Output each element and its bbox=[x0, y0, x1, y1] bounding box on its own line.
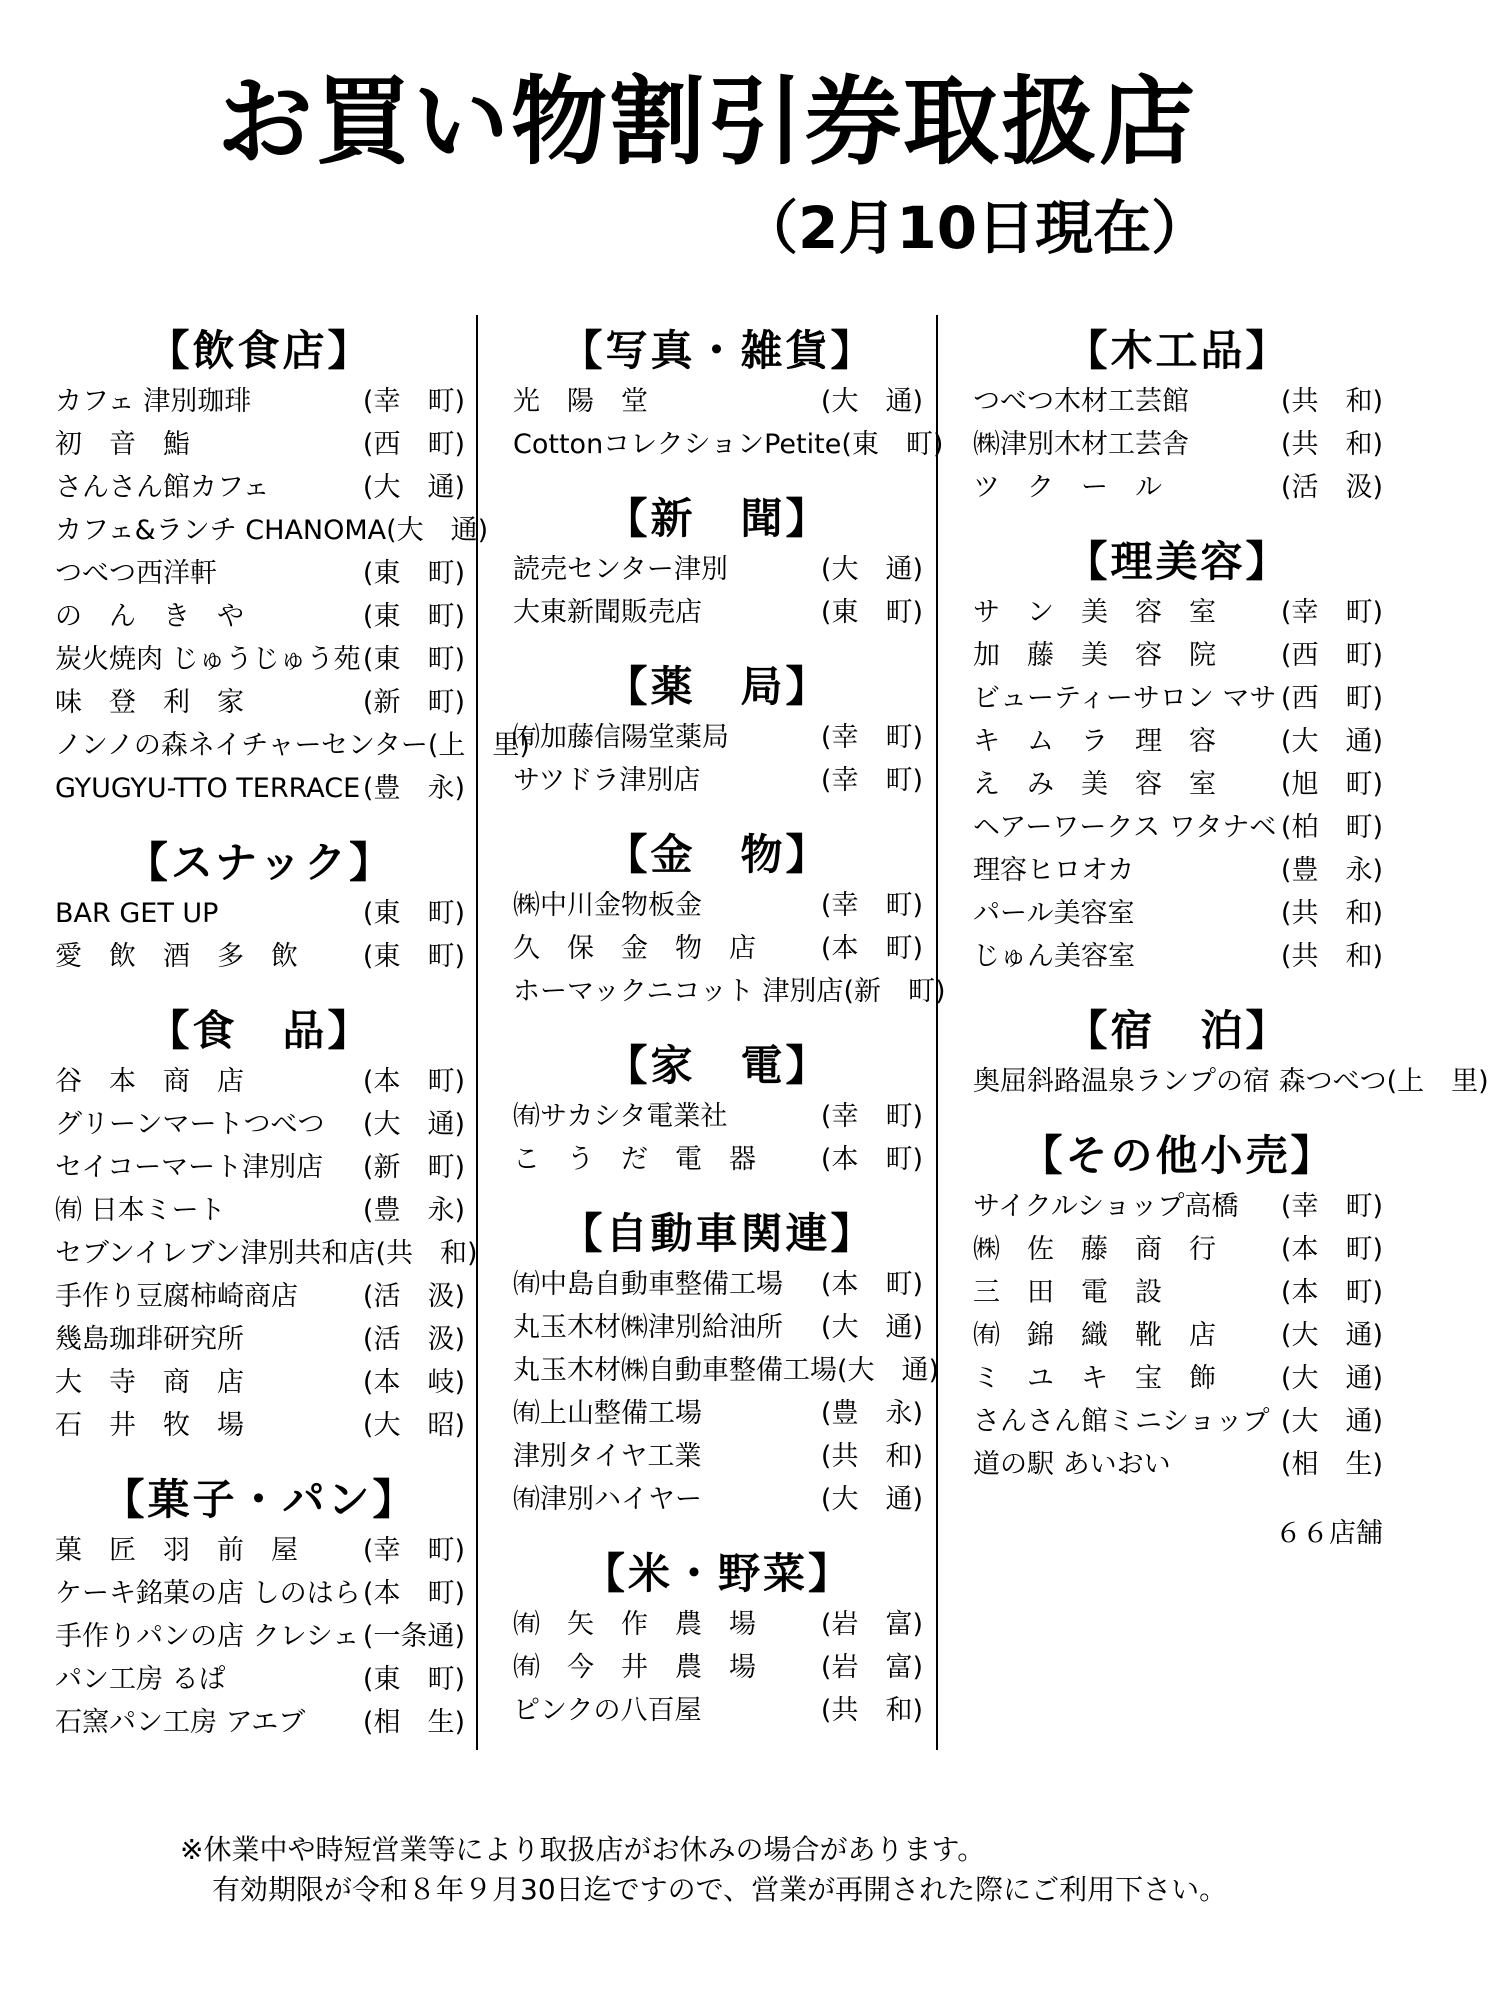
shop-row bbox=[513, 970, 946, 1013]
shop-area: (本 町) bbox=[362, 1066, 465, 1097]
shop-area: (東 町) bbox=[362, 1664, 465, 1695]
shop-row bbox=[55, 1103, 465, 1146]
shop-row bbox=[55, 423, 465, 466]
shop-name: 道の駅 あいおい bbox=[973, 1449, 1171, 1480]
shop-row bbox=[513, 716, 923, 759]
shop-name: パン工房 るぱ bbox=[55, 1664, 226, 1695]
shop-name: 久 保 金 物 店 bbox=[513, 933, 756, 964]
shop-name: こ う だ 電 器 bbox=[513, 1144, 756, 1175]
category-section bbox=[513, 826, 946, 1013]
shop-name: 谷 本 商 店 bbox=[55, 1066, 244, 1097]
category-title: 【薬 局】 bbox=[605, 662, 831, 711]
shop-row bbox=[973, 1443, 1383, 1486]
category-section bbox=[973, 1002, 1489, 1103]
category-title: 【家 電】 bbox=[605, 1041, 831, 1090]
shop-area: (上 里) bbox=[427, 730, 530, 761]
shop-row bbox=[55, 1529, 465, 1572]
shop-area: (大 通) bbox=[1280, 1320, 1383, 1351]
shop-name: サ ン 美 容 室 bbox=[973, 597, 1216, 628]
shop-row bbox=[55, 1658, 465, 1701]
shop-area: (岩 富) bbox=[820, 1652, 923, 1683]
shop-name: 津別タイヤ工業 bbox=[513, 1441, 702, 1472]
shop-row bbox=[513, 548, 923, 591]
category-title: 【新 聞】 bbox=[605, 494, 831, 543]
shop-name: ヘアーワークス ワタナベ bbox=[973, 812, 1277, 843]
shop-row bbox=[973, 1314, 1383, 1357]
category-section bbox=[55, 1002, 478, 1447]
shop-name: 大 寺 商 店 bbox=[55, 1367, 244, 1398]
category-title: 【写真・雑貨】 bbox=[560, 326, 876, 375]
shop-row bbox=[55, 1361, 465, 1404]
shop-row bbox=[973, 1060, 1489, 1103]
category-section bbox=[973, 322, 1383, 509]
category-section bbox=[55, 1471, 465, 1744]
shop-row bbox=[513, 1603, 923, 1646]
shop-row bbox=[513, 423, 944, 466]
shop-row bbox=[513, 1095, 923, 1138]
shop-name: 手作り豆腐柿崎商店 bbox=[55, 1281, 298, 1312]
shop-area: (本 町) bbox=[1280, 1234, 1383, 1265]
shop-area: (活 汲) bbox=[362, 1281, 465, 1312]
page-subtitle: （2月10日現在） bbox=[740, 194, 1210, 262]
shop-name: ピンクの八百屋 bbox=[513, 1695, 702, 1726]
shop-area: (東 町) bbox=[362, 601, 465, 632]
shop-area: (共 和) bbox=[1280, 898, 1383, 929]
shop-row bbox=[513, 1138, 923, 1181]
shop-row bbox=[513, 1349, 940, 1392]
shop-name: ㈱ 佐 藤 商 行 bbox=[973, 1234, 1216, 1265]
shop-row bbox=[513, 1435, 923, 1478]
shop-row bbox=[513, 1689, 923, 1732]
shop-row bbox=[55, 638, 465, 681]
shop-area: (大 通) bbox=[1280, 1363, 1383, 1394]
shop-name: サツドラ津別店 bbox=[513, 765, 701, 796]
shop-row bbox=[973, 677, 1383, 720]
shop-name: パール美容室 bbox=[973, 898, 1135, 929]
shop-area: (大 通) bbox=[820, 554, 923, 585]
shop-row bbox=[55, 1060, 465, 1103]
shop-name: 三 田 電 設 bbox=[973, 1277, 1162, 1308]
shop-area: (本 町) bbox=[820, 1269, 923, 1300]
shop-area: (大 通) bbox=[1280, 726, 1383, 757]
shop-area: (豊 永) bbox=[362, 1195, 465, 1226]
shop-row bbox=[55, 1404, 465, 1447]
shop-name: 大東新聞販売店 bbox=[513, 597, 702, 628]
shop-row bbox=[55, 380, 465, 423]
shop-area: (岩 富) bbox=[820, 1609, 923, 1640]
shop-row bbox=[973, 1271, 1383, 1314]
shop-name: え み 美 容 室 bbox=[973, 769, 1216, 800]
shop-area: (本 町) bbox=[820, 933, 923, 964]
shop-area: (本 町) bbox=[1280, 1277, 1383, 1308]
category-title: 【金 物】 bbox=[605, 830, 831, 879]
shop-name: ホーマックニコット 津別店 bbox=[513, 976, 844, 1007]
shop-name: カフェ&ランチ CHANOMA bbox=[55, 515, 387, 546]
category-title: 【宿 泊】 bbox=[1065, 1006, 1291, 1055]
shop-area: (豊 永) bbox=[1280, 855, 1383, 886]
notice-line-2: 有効期限が令和８年９月30日迄ですので、営業が再開された際にご利用下さい。 bbox=[212, 1873, 1228, 1906]
shop-name: 愛 飲 酒 多 飲 bbox=[55, 941, 298, 972]
shop-row bbox=[55, 935, 465, 978]
category-section bbox=[973, 533, 1383, 978]
shop-row bbox=[55, 724, 530, 767]
shop-area: (東 町) bbox=[820, 597, 923, 628]
shop-area: (東 町) bbox=[362, 558, 465, 589]
shop-name: ㈲上山整備工場 bbox=[513, 1398, 702, 1429]
shop-row bbox=[55, 1232, 478, 1275]
shop-row bbox=[513, 380, 923, 423]
shop-name: ツ ク ー ル bbox=[973, 472, 1162, 503]
category-section bbox=[973, 1127, 1383, 1486]
shop-name: ケーキ銘菓の店 しのはら bbox=[55, 1578, 361, 1609]
shop-row bbox=[973, 806, 1383, 849]
shop-row bbox=[973, 380, 1383, 423]
shop-row bbox=[513, 884, 923, 927]
shop-name: さんさん館カフェ bbox=[55, 472, 270, 503]
shop-name: ミ ユ キ 宝 飾 bbox=[973, 1363, 1216, 1394]
shop-area: (大 通) bbox=[820, 1312, 923, 1343]
shop-name: ㈲加藤信陽堂薬局 bbox=[513, 722, 729, 753]
shop-name: ㈲津別ハイヤー bbox=[513, 1484, 702, 1515]
shop-area: (共 和) bbox=[1280, 386, 1383, 417]
shop-area: (共 和) bbox=[1280, 941, 1383, 972]
shop-area: (幸 町) bbox=[1280, 597, 1383, 628]
shop-name: GYUGYU-TTO TERRACE bbox=[55, 773, 361, 804]
shop-area: (大 通) bbox=[820, 1484, 923, 1515]
shop-row bbox=[513, 1263, 923, 1306]
shop-area: (共 和) bbox=[820, 1441, 923, 1472]
shop-name: 味 登 利 家 bbox=[55, 687, 244, 718]
shop-name: サイクルショップ高橋 bbox=[973, 1191, 1239, 1222]
shop-row bbox=[55, 1572, 465, 1615]
shop-row bbox=[973, 1400, 1383, 1443]
shop-area: (大 通) bbox=[1280, 1406, 1383, 1437]
shop-name: 炭火焼肉 じゅうじゅう苑 bbox=[55, 644, 361, 675]
category-section bbox=[513, 490, 923, 634]
shop-name: じゅん美容室 bbox=[973, 941, 1135, 972]
category-title: 【菓子・パン】 bbox=[102, 1475, 418, 1524]
shop-area: (大 通) bbox=[837, 1355, 940, 1386]
category-section bbox=[513, 1205, 940, 1521]
shop-row bbox=[973, 849, 1383, 892]
shop-area: (共 和) bbox=[820, 1695, 923, 1726]
shop-row bbox=[55, 509, 489, 552]
shop-name: 奥屈斜路温泉ランプの宿 森つべつ bbox=[973, 1066, 1387, 1097]
shop-name: ㈲サカシタ電業社 bbox=[513, 1101, 728, 1132]
shop-row bbox=[973, 1185, 1383, 1228]
category-section bbox=[513, 1545, 923, 1732]
shop-name: ㈲ 錦 織 靴 店 bbox=[973, 1320, 1216, 1351]
shop-area: (西 町) bbox=[1280, 683, 1383, 714]
category-title: 【スナック】 bbox=[125, 838, 395, 887]
store-count: ６６店舗 bbox=[1275, 1518, 1383, 1549]
category-title: 【米・野菜】 bbox=[582, 1549, 853, 1598]
shop-area: (活 汲) bbox=[362, 1324, 465, 1355]
shop-row bbox=[973, 1357, 1383, 1400]
shop-row bbox=[55, 892, 465, 935]
shop-area: (幸 町) bbox=[820, 1101, 923, 1132]
category-section bbox=[513, 658, 923, 802]
shop-area: (柏 町) bbox=[1280, 812, 1383, 843]
category-title: 【木工品】 bbox=[1065, 326, 1291, 375]
shop-name: の ん き や bbox=[55, 601, 244, 632]
column-divider bbox=[936, 315, 938, 1750]
shop-name: カフェ 津別珈琲 bbox=[55, 386, 252, 417]
shop-area: (幸 町) bbox=[362, 1535, 465, 1566]
shop-name: セイコーマート津別店 bbox=[55, 1152, 324, 1183]
category-title: 【理美容】 bbox=[1065, 537, 1291, 586]
shop-name: つべつ西洋軒 bbox=[55, 558, 217, 589]
category-section bbox=[55, 322, 530, 810]
shop-name: 光 陽 堂 bbox=[513, 386, 648, 417]
shop-area: (新 町) bbox=[362, 687, 465, 718]
column-2 bbox=[513, 322, 946, 1756]
shop-name: キ ム ラ 理 容 bbox=[973, 726, 1216, 757]
shop-row bbox=[513, 759, 923, 802]
shop-row bbox=[973, 423, 1383, 466]
shop-row bbox=[55, 552, 465, 595]
shop-name: 菓 匠 羽 前 屋 bbox=[55, 1535, 298, 1566]
shop-name: 読売センター津別 bbox=[513, 554, 728, 585]
shop-row bbox=[973, 591, 1383, 634]
category-title: 【食 品】 bbox=[147, 1006, 373, 1055]
category-title: 【自動車関連】 bbox=[560, 1209, 876, 1258]
shop-area: (新 町) bbox=[362, 1152, 465, 1183]
shop-name: 初 音 鮨 bbox=[55, 429, 190, 460]
shop-row bbox=[55, 1318, 465, 1361]
shop-name: 理容ヒロオカ bbox=[973, 855, 1135, 886]
shop-name: 石窯パン工房 アエブ bbox=[55, 1707, 306, 1738]
notice bbox=[180, 1830, 1380, 1910]
shop-area: (西 町) bbox=[362, 429, 465, 460]
shop-name: ㈲ 矢 作 農 場 bbox=[513, 1609, 756, 1640]
category-title: 【飲食店】 bbox=[147, 326, 373, 375]
shop-area: (大 通) bbox=[362, 1109, 465, 1140]
shop-area: (活 汲) bbox=[1280, 472, 1383, 503]
shop-area: (東 町) bbox=[362, 941, 465, 972]
shop-area: (大 通) bbox=[362, 472, 465, 503]
shop-area: (大 昭) bbox=[362, 1410, 465, 1441]
shop-area: (東 町) bbox=[362, 898, 465, 929]
shop-area: (本 岐) bbox=[362, 1367, 465, 1398]
shop-row bbox=[513, 927, 923, 970]
shop-area: (大 通) bbox=[820, 386, 923, 417]
shop-area: (相 生) bbox=[362, 1707, 465, 1738]
shop-name: ㈱中川金物板金 bbox=[513, 890, 702, 921]
shop-name: ㈲ 今 井 農 場 bbox=[513, 1652, 756, 1683]
shop-name: つべつ木材工芸館 bbox=[973, 386, 1189, 417]
shop-row bbox=[513, 1646, 923, 1689]
shop-area: (豊 永) bbox=[362, 773, 465, 804]
category-section bbox=[55, 834, 465, 978]
shop-name: セブンイレブン津別共和店 bbox=[55, 1238, 376, 1269]
column-3 bbox=[973, 322, 1489, 1555]
shop-area: (東 町) bbox=[362, 644, 465, 675]
shop-row bbox=[55, 1615, 465, 1658]
shop-row bbox=[55, 1275, 465, 1318]
shop-name: グリーンマートつべつ bbox=[55, 1109, 325, 1140]
shop-area: (一条通) bbox=[362, 1621, 465, 1652]
shop-row bbox=[513, 1306, 923, 1349]
shop-area: (新 町) bbox=[843, 976, 946, 1007]
shop-name: ㈱津別木材工芸舎 bbox=[973, 429, 1189, 460]
shop-area: (大 通) bbox=[386, 515, 489, 546]
shop-row bbox=[513, 591, 923, 634]
shop-row bbox=[513, 1478, 923, 1521]
shop-name: ノンノの森ネイチャーセンター bbox=[55, 730, 428, 761]
shop-row bbox=[973, 634, 1383, 677]
category-title: 【その他小売】 bbox=[1020, 1131, 1336, 1180]
shop-row bbox=[55, 466, 465, 509]
shop-row bbox=[973, 892, 1383, 935]
shop-name: ㈲中島自動車整備工場 bbox=[513, 1269, 783, 1300]
shop-row bbox=[513, 1392, 923, 1435]
shop-name: ビューティーサロン マサ bbox=[973, 683, 1277, 714]
shop-row bbox=[55, 595, 465, 638]
shop-row bbox=[55, 681, 465, 724]
shop-area: (本 町) bbox=[820, 1144, 923, 1175]
shop-row bbox=[973, 935, 1383, 978]
shop-row bbox=[55, 1146, 465, 1189]
shop-area: (幸 町) bbox=[820, 890, 923, 921]
notice-line-1: ※休業中や時短営業等により取扱店がお休みの場合があります。 bbox=[180, 1833, 986, 1866]
shop-area: (共 和) bbox=[375, 1238, 478, 1269]
shop-name: CottonコレクションPetite bbox=[513, 429, 842, 460]
shop-name: 石 井 牧 場 bbox=[55, 1410, 244, 1441]
shop-area: (幸 町) bbox=[820, 722, 923, 753]
category-section bbox=[513, 1037, 923, 1181]
shop-row bbox=[973, 466, 1383, 509]
shop-row bbox=[55, 1189, 465, 1232]
shop-area: (幸 町) bbox=[820, 765, 923, 796]
shop-name: 加 藤 美 容 院 bbox=[973, 640, 1216, 671]
shop-area: (西 町) bbox=[1280, 640, 1383, 671]
page-title: お買い物割引券取扱店 bbox=[217, 66, 1197, 178]
shop-name: 丸玉木材㈱自動車整備工場 bbox=[513, 1355, 837, 1386]
shop-row bbox=[973, 1228, 1383, 1271]
shop-area: (東 町) bbox=[841, 429, 944, 460]
shop-area: (豊 永) bbox=[820, 1398, 923, 1429]
shop-row bbox=[973, 720, 1383, 763]
shop-name: 丸玉木材㈱津別給油所 bbox=[513, 1312, 783, 1343]
shop-area: (相 生) bbox=[1280, 1449, 1383, 1480]
shop-name: 手作りパンの店 クレシェ bbox=[55, 1621, 360, 1652]
shop-name: ㈲ 日本ミート bbox=[55, 1195, 226, 1226]
shop-area: (幸 町) bbox=[362, 386, 465, 417]
shop-area: (旭 町) bbox=[1280, 769, 1383, 800]
shop-area: (共 和) bbox=[1280, 429, 1383, 460]
shop-area: (本 町) bbox=[362, 1578, 465, 1609]
shop-name: さんさん館ミニショップ bbox=[973, 1406, 1270, 1437]
column-1 bbox=[55, 322, 530, 1768]
shop-row bbox=[973, 763, 1383, 806]
shop-name: BAR GET UP bbox=[55, 898, 219, 929]
shop-name: 幾島珈琲研究所 bbox=[55, 1324, 244, 1355]
shop-row bbox=[55, 1701, 465, 1744]
category-section bbox=[513, 322, 944, 466]
shop-area: (上 里) bbox=[1386, 1066, 1489, 1097]
shop-row bbox=[55, 767, 465, 810]
shop-area: (幸 町) bbox=[1280, 1191, 1383, 1222]
